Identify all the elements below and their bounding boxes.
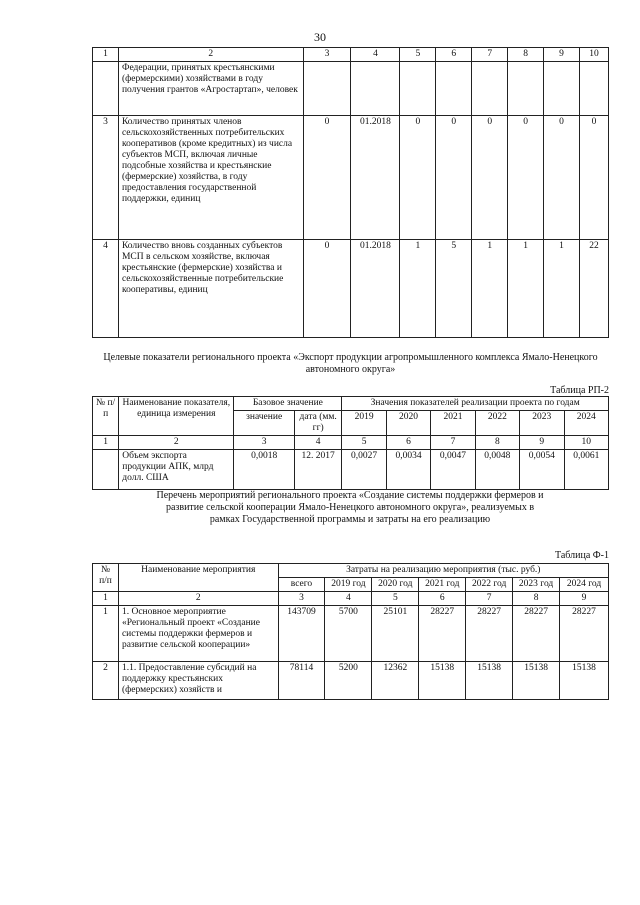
year-value: 0 (472, 116, 508, 240)
table-row (93, 240, 609, 338)
year-value: 0 (436, 116, 472, 240)
table-row (93, 662, 609, 700)
col-num: 1 (93, 436, 119, 450)
header-year: 2019 год (325, 578, 372, 592)
col-num: 9 (544, 48, 580, 62)
year-value: 0,0034 (386, 450, 430, 490)
header-name: Наименование показателя, единица измерения (119, 397, 234, 436)
header-year: 2021 (431, 411, 475, 436)
header-base: Базовое значение (234, 397, 342, 411)
year-value: 0,0054 (520, 450, 564, 490)
cost-year: 15138 (419, 662, 466, 700)
row-number: 1 (93, 606, 119, 662)
col-num: 2 (118, 592, 278, 606)
header-year: 2020 (386, 411, 430, 436)
year-value: 0,0027 (342, 450, 386, 490)
base-date: 01.2018 (351, 116, 400, 240)
base-date: 12. 2017 (294, 450, 341, 490)
year-value: 0,0061 (564, 450, 609, 490)
row-name: 1. Основное мероприятие «Региональный проект «Создание системы поддержки фермеров и развитие сельской кооперации» (118, 606, 278, 662)
col-num: 9 (560, 592, 609, 606)
col-num: 9 (520, 436, 564, 450)
export-indicators-table (92, 396, 609, 490)
header-year: 2024 год (560, 578, 609, 592)
row-name: Федерации, принятых крестьянскими (фермерскими) хозяйствами в году получения грантов «Агростартап», человек (118, 62, 303, 116)
year-value: 0 (400, 116, 436, 240)
row-number: 2 (93, 662, 119, 700)
base-value: 0,0018 (234, 450, 295, 490)
col-num: 5 (342, 436, 386, 450)
table-row (93, 116, 609, 240)
header-cost-title: Затраты на реализацию мероприятия (тыс. руб.) (278, 564, 608, 578)
base-date: 01.2018 (351, 240, 400, 338)
col-num: 10 (579, 48, 608, 62)
header-year: 2020 год (372, 578, 419, 592)
year-value: 0 (579, 116, 608, 240)
col-num: 4 (325, 592, 372, 606)
header-value: значение (234, 411, 295, 436)
year-value: 0,0048 (475, 450, 519, 490)
table-header-numbers (93, 48, 609, 62)
year-value: 0,0047 (431, 450, 475, 490)
header-no: № п/п (93, 564, 119, 592)
year-value: 5 (436, 240, 472, 338)
header-no: № п/п (93, 397, 119, 436)
year-value: 1 (544, 240, 580, 338)
cost-year: 15138 (466, 662, 513, 700)
cost-year: 28227 (466, 606, 513, 662)
base-value: 0 (303, 240, 351, 338)
table-header-numbers (93, 592, 609, 606)
col-num: 8 (513, 592, 560, 606)
measures-costs-table (92, 563, 609, 700)
col-num: 4 (351, 48, 400, 62)
header-year: 2024 (564, 411, 609, 436)
table-row (93, 450, 609, 490)
year-value: 1 (472, 240, 508, 338)
base-value: 0 (303, 116, 351, 240)
page-number: 30 (314, 30, 326, 44)
header-name: Наименование мероприятия (118, 564, 278, 592)
col-num: 7 (472, 48, 508, 62)
col-num: 3 (234, 436, 295, 450)
header-total: всего (278, 578, 325, 592)
cost-year: 28227 (560, 606, 609, 662)
year-value: 22 (579, 240, 608, 338)
year-value: 0 (544, 116, 580, 240)
col-num: 1 (93, 592, 119, 606)
cost-year: 28227 (419, 606, 466, 662)
table-row (93, 62, 609, 116)
col-num: 7 (466, 592, 513, 606)
col-num: 5 (400, 48, 436, 62)
row-name: 1.1. Предоставление субсидий на поддержку крестьянских (фермерских) хозяйств и (118, 662, 278, 700)
col-num: 5 (372, 592, 419, 606)
col-num: 6 (386, 436, 430, 450)
table-number-f1: Таблица Ф-1 (555, 550, 609, 561)
col-num: 2 (118, 48, 303, 62)
table-number-rp2: Таблица РП-2 (550, 385, 609, 396)
row-name: Количество вновь созданных субъектов МСП в сельском хозяйстве, включая крестьянские (фермерские) хозяйства и сельскохозяйственные потребительские кооперативы, единиц (118, 240, 303, 338)
cost-year: 5200 (325, 662, 372, 700)
cost-year: 15138 (560, 662, 609, 700)
row-number: 3 (93, 116, 119, 240)
col-num: 6 (436, 48, 472, 62)
table-row (93, 606, 609, 662)
cost-year: 5700 (325, 606, 372, 662)
header-year: 2023 (520, 411, 564, 436)
row-name: Объем экспорта продукции АПК, млрд долл. США (119, 450, 234, 490)
row-number: 4 (93, 240, 119, 338)
header-year: 2021 год (419, 578, 466, 592)
col-num: 3 (303, 48, 351, 62)
col-num: 8 (475, 436, 519, 450)
col-num: 10 (564, 436, 609, 450)
cost-total: 78114 (278, 662, 325, 700)
header-year: 2023 год (513, 578, 560, 592)
year-value: 0 (508, 116, 544, 240)
cost-year: 12362 (372, 662, 419, 700)
col-num: 8 (508, 48, 544, 62)
section-caption-measures: Перечень мероприятий регионального проекта «Создание системы поддержки фермеров и развитие сельской кооперации Ямало-Ненецкого автономного округа», реализуемых в рамках Государственной программы и затраты на его реализацию (156, 490, 544, 525)
cost-total: 143709 (278, 606, 325, 662)
col-num: 1 (93, 48, 119, 62)
cost-year: 25101 (372, 606, 419, 662)
year-value: 1 (400, 240, 436, 338)
cost-year: 28227 (513, 606, 560, 662)
col-num: 3 (278, 592, 325, 606)
col-num: 2 (119, 436, 234, 450)
year-value: 1 (508, 240, 544, 338)
section-caption-export: Целевые показатели регионального проекта «Экспорт продукции агропромышленного комплекса Ямало-Ненецкого автономного округа» (103, 352, 598, 375)
cost-year: 15138 (513, 662, 560, 700)
header-date: дата (мм. гг) (294, 411, 341, 436)
col-num: 4 (294, 436, 341, 450)
header-year: 2019 (342, 411, 386, 436)
table-header-numbers (93, 436, 609, 450)
header-year: 2022 (475, 411, 519, 436)
indicators-table-continued (92, 47, 609, 338)
col-num: 6 (419, 592, 466, 606)
header-years-title: Значения показателей реализации проекта по годам (342, 397, 609, 411)
row-name: Количество принятых членов сельскохозяйственных потребительских кооперативов (кроме кредитных) из числа субъектов МСП, включая личные подсобные хозяйства и крестьянские (фермерские) хозяйства, в году предоставления государственной поддержки, единиц (118, 116, 303, 240)
col-num: 7 (431, 436, 475, 450)
header-year: 2022 год (466, 578, 513, 592)
